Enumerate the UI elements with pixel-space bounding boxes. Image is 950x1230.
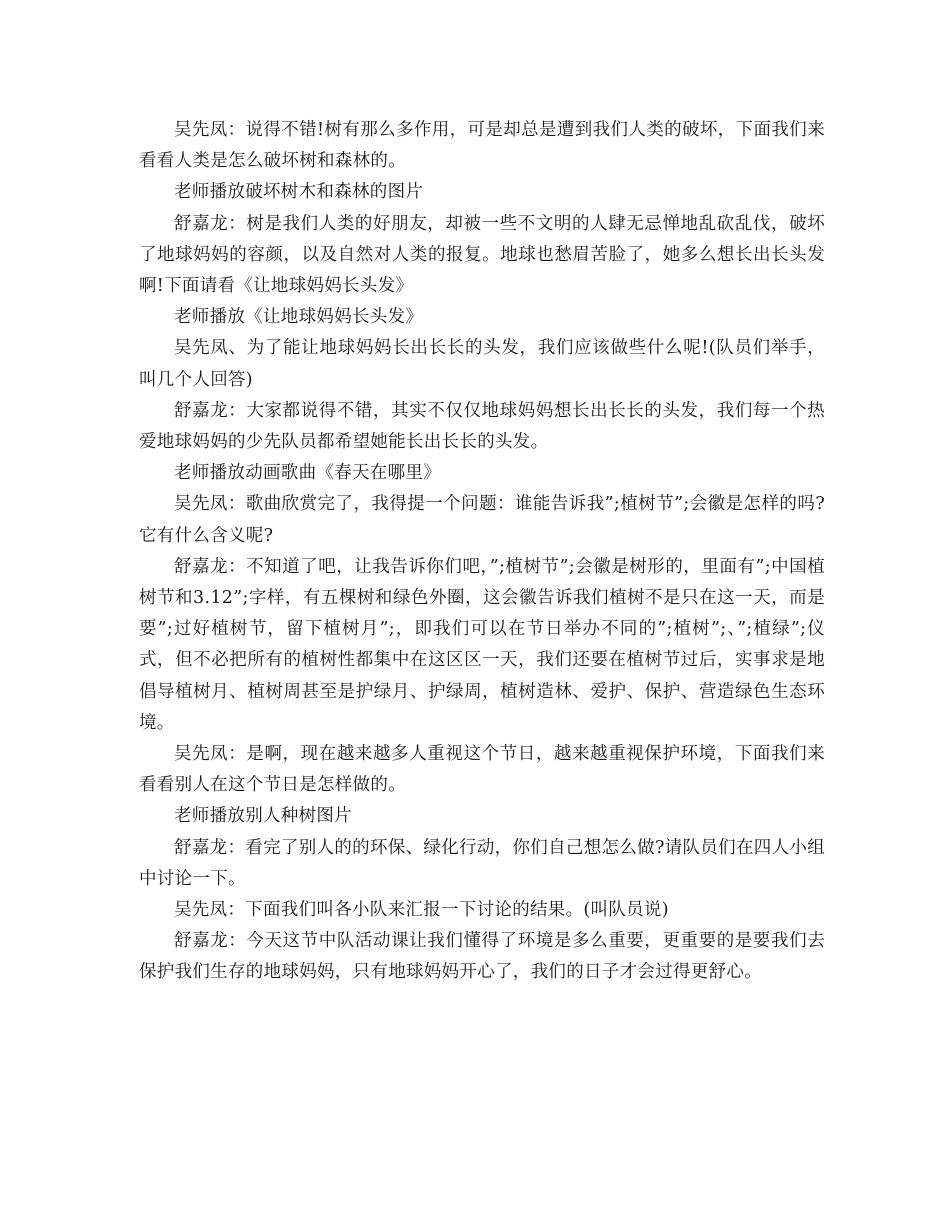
- paragraph: 舒嘉龙：看完了别人的的环保、绿化行动，你们自己想怎么做?请队员们在四人小组中讨论一下。: [139, 837, 825, 889]
- document-body: [139, 115, 825, 989]
- paragraph: 舒嘉龙：大家都说得不错，其实不仅仅地球妈妈想长出长长的头发，我们每一个热爱地球妈妈的少先队员都希望她能长出长长的头发。: [139, 400, 825, 453]
- paragraph: 舒嘉龙：今天这节中队活动课让我们懂得了环境是多么重要，更重要的是要我们去保护我们生存的地球妈妈，只有地球妈妈开心了，我们的日子才会过得更舒心。: [139, 931, 825, 983]
- paragraph: 吴先凤：下面我们叫各小队来汇报一下讨论的结果。(叫队员说): [174, 900, 669, 921]
- paragraph: 吴先凤：歌曲欣赏完了，我得提一个问题：谁能告诉我”;植树节”;会徽是怎样的吗?它有什么含义呢?: [139, 494, 825, 546]
- paragraph: 吴先凤、为了能让地球妈妈长出长长的头发，我们应该做些什么呢!(队员们举手，叫几个人回答): [139, 338, 825, 390]
- paragraph: 吴先凤：说得不错!树有那么多作用，可是却总是遭到我们人类的破坏，下面我们来看看人类是怎么破坏树和森林的。: [139, 120, 825, 172]
- paragraph: 吴先凤：是啊，现在越来越多人重视这个节日，越来越重视保护环境，下面我们来看看别人在这个节日是怎样做的。: [139, 744, 825, 796]
- paragraph: 老师播放别人种树图片: [174, 806, 352, 827]
- paragraph: 老师播放破坏树木和森林的图片: [174, 182, 424, 203]
- paragraph: 舒嘉龙：树是我们人类的好朋友，却被一些不文明的人肆无忌惮地乱砍乱伐，破坏了地球妈妈的容颜，以及自然对人类的报复。地球也愁眉苦脸了，她多么想长出长头发啊!下面请看《让地球妈妈长头发》: [139, 213, 825, 297]
- paragraph: 舒嘉龙：不知道了吧，让我告诉你们吧，”;植树节”;会徽是树形的，里面有”;中国植树节和3.12”;字样，有五棵树和绿色外圈，这会徽告诉我们植树不是只在这一天，而是要”;过好植树节，留下植树月”;，即我们可以在节日举办不同的”;植树”;、”;植绿”;仪式，但不必把所有的植树性都集中在这区区一天，我们还要在植树节过后，实事求是地倡导植树月、植树周甚至是护绿月、护绿周，植树造林、爱护、保护、营造绿色生态环境。: [139, 556, 825, 733]
- paragraph: 老师播放动画歌曲《春天在哪里》: [174, 463, 441, 484]
- paragraph: 老师播放《让地球妈妈长头发》: [174, 307, 424, 328]
